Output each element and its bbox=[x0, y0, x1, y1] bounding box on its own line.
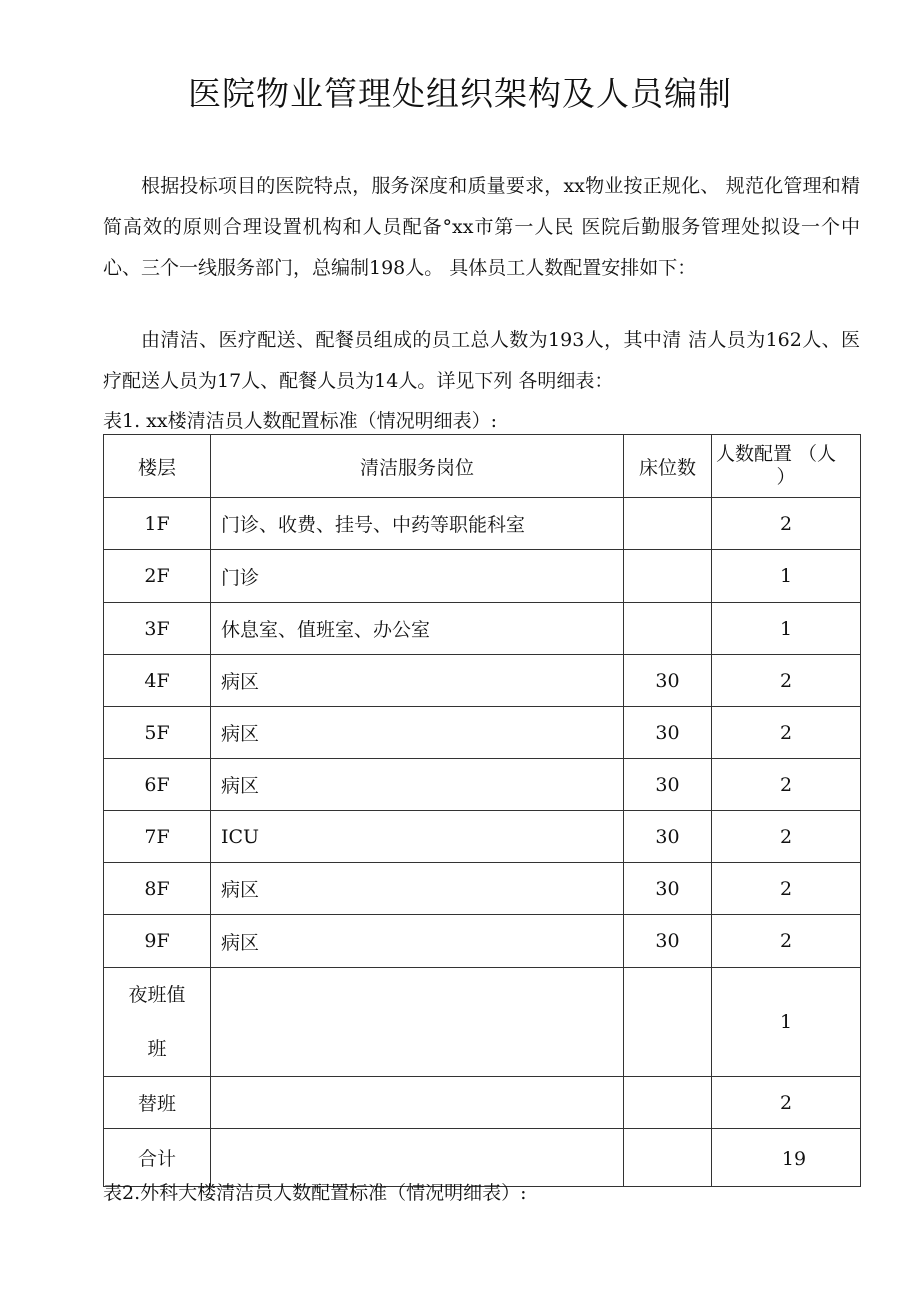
cell-staff: 2 bbox=[712, 707, 861, 759]
cell-staff: 1 bbox=[712, 968, 861, 1077]
header-post: 清洁服务岗位 bbox=[211, 435, 624, 498]
cell-floor: 7F bbox=[104, 811, 211, 863]
cell-beds bbox=[624, 498, 712, 550]
cell-staff: 1 bbox=[712, 550, 861, 603]
cell-beds: 30 bbox=[624, 707, 712, 759]
table-row-total bbox=[104, 1129, 861, 1187]
table-row bbox=[104, 759, 861, 811]
table-row bbox=[104, 655, 861, 707]
table-row bbox=[104, 863, 861, 915]
cell-staff: 1 bbox=[712, 603, 861, 655]
cell-floor: 2F bbox=[104, 550, 211, 603]
cleaning-staff-table bbox=[103, 434, 861, 1187]
table-row bbox=[104, 915, 861, 968]
cell-floor-night-shift bbox=[104, 968, 211, 1077]
cell-post: 病区 bbox=[211, 915, 624, 968]
cell-beds: 30 bbox=[624, 759, 712, 811]
cell-beds bbox=[624, 968, 712, 1077]
cell-post: 休息室、值班室、办公室 bbox=[211, 603, 624, 655]
cell-post bbox=[211, 1129, 624, 1187]
table2-caption: 表2.外科大楼清洁员人数配置标准（情况明细表）: bbox=[103, 1182, 527, 1204]
cell-post: 病区 bbox=[211, 655, 624, 707]
document-title: 医院物业管理处组织架构及人员编制 bbox=[188, 74, 732, 113]
cell-post: 门诊、收费、挂号、中药等职能科室 bbox=[211, 498, 624, 550]
cell-floor: 4F bbox=[104, 655, 211, 707]
cell-post bbox=[211, 1077, 624, 1129]
header-staff-config-line1: 人数配置 （人 bbox=[716, 443, 837, 465]
cell-staff: 2 bbox=[712, 915, 861, 968]
header-beds: 床位数 bbox=[624, 435, 712, 498]
cell-staff: 2 bbox=[712, 759, 861, 811]
cell-beds: 30 bbox=[624, 863, 712, 915]
table-row bbox=[104, 498, 861, 550]
cell-beds: 30 bbox=[624, 655, 712, 707]
cell-beds bbox=[624, 603, 712, 655]
header-staff-config bbox=[712, 435, 861, 498]
cell-post: ICU bbox=[211, 811, 624, 863]
table1-caption: 表1. xx楼清洁员人数配置标准（情况明细表）: bbox=[103, 410, 498, 432]
cell-beds bbox=[624, 550, 712, 603]
table-row bbox=[104, 603, 861, 655]
cell-post: 门诊 bbox=[211, 550, 624, 603]
cell-floor: 9F bbox=[104, 915, 211, 968]
cell-staff-total bbox=[712, 1129, 861, 1187]
table-row bbox=[104, 811, 861, 863]
cell-post: 病区 bbox=[211, 759, 624, 811]
cell-beds bbox=[624, 1077, 712, 1129]
cell-floor: 8F bbox=[104, 863, 211, 915]
cell-post: 病区 bbox=[211, 707, 624, 759]
cell-floor-total: 合计 bbox=[104, 1129, 211, 1187]
cell-staff: 2 bbox=[712, 498, 861, 550]
table-row-night-shift bbox=[104, 968, 861, 1077]
cell-floor: 替班 bbox=[104, 1077, 211, 1129]
cell-beds: 30 bbox=[624, 915, 712, 968]
cell-staff: 2 bbox=[712, 655, 861, 707]
cell-floor: 6F bbox=[104, 759, 211, 811]
cell-post bbox=[211, 968, 624, 1077]
table-header-row bbox=[104, 435, 861, 498]
cell-staff: 2 bbox=[712, 1077, 861, 1129]
night-shift-label-line1: 夜班值 bbox=[128, 984, 186, 1006]
cell-floor: 5F bbox=[104, 707, 211, 759]
cell-staff: 2 bbox=[712, 863, 861, 915]
intro-paragraph: 根据投标项目的医院特点，服务深度和质量要求，xx物业按正规化、 规范化管理和精简高效的原则合理设置机构和人员配备°xx市第一人民 医院后勤服务管理处拟设一个中心、三个一线服务部门，总编制198人。 具体员工人数配置安排如下： bbox=[103, 175, 860, 279]
night-shift-label-line2: 班 bbox=[147, 1038, 167, 1060]
cell-beds bbox=[624, 1129, 712, 1187]
header-staff-config-line2: ） bbox=[776, 466, 796, 488]
table-row bbox=[104, 707, 861, 759]
header-floor: 楼层 bbox=[104, 435, 211, 498]
staff-summary-paragraph: 由清洁、医疗配送、配餐员组成的员工总人数为193人，其中清 洁人员为162人、医疗配送人员为17人、配餐人员为14人。详见下列 各明细表： bbox=[103, 329, 860, 392]
cell-post: 病区 bbox=[211, 863, 624, 915]
table-row-relief bbox=[104, 1077, 861, 1129]
cell-floor: 3F bbox=[104, 603, 211, 655]
cell-floor: 1F bbox=[104, 498, 211, 550]
cell-staff: 2 bbox=[712, 811, 861, 863]
cell-beds: 30 bbox=[624, 811, 712, 863]
total-staff-value: 19 bbox=[781, 1147, 807, 1170]
table-row bbox=[104, 550, 861, 603]
